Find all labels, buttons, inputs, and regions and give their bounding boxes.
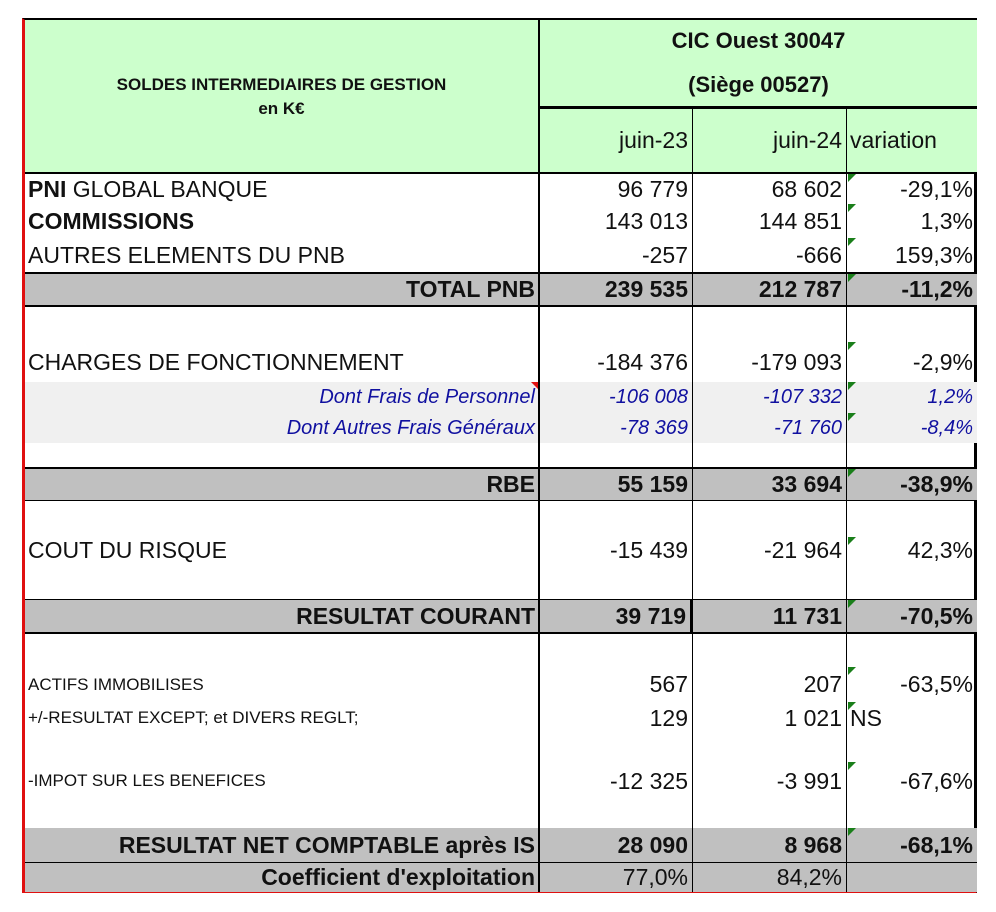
- label-rest: GLOBAL BANQUE: [66, 175, 268, 202]
- cell-jun23[interactable]: 129: [538, 702, 692, 734]
- cell-variation[interactable]: [846, 469, 977, 500]
- table-row-actifs: [25, 667, 977, 702]
- cell-variation[interactable]: [846, 501, 977, 599]
- comment-flag-icon: [848, 828, 856, 836]
- cell-variation[interactable]: [846, 667, 977, 702]
- cell-jun24[interactable]: 68 602: [692, 174, 846, 204]
- sig-table: [22, 18, 977, 893]
- empty-cell: [846, 634, 977, 667]
- variation-value: 1,2%: [927, 386, 973, 408]
- comment-flag-icon: [848, 238, 856, 246]
- comment-flag-icon: [848, 413, 856, 421]
- cell-variation[interactable]: [846, 828, 977, 862]
- empty-cell: [538, 734, 692, 762]
- table-row-frais-generaux: [25, 413, 977, 443]
- row-label[interactable]: RBE: [486, 471, 535, 497]
- table-row-coefficient: [25, 862, 977, 892]
- table-row-resultat-net: [25, 828, 977, 862]
- cell-jun23[interactable]: -106 008: [538, 382, 692, 413]
- empty-cell: [846, 800, 977, 828]
- comment-flag-icon: [848, 702, 856, 710]
- cell-jun24[interactable]: 8 968: [692, 828, 846, 862]
- empty-cell: [846, 443, 977, 467]
- cell-jun24[interactable]: -666: [692, 238, 846, 272]
- row-label[interactable]: COUT DU RISQUE: [28, 536, 227, 563]
- comment-flag-icon: [848, 174, 856, 182]
- empty-cell: [538, 800, 692, 828]
- cell-jun24[interactable]: -3 991: [692, 762, 846, 800]
- cell-jun24[interactable]: 84,2%: [692, 863, 846, 892]
- cell-jun24[interactable]: -107 332: [692, 382, 846, 413]
- comment-flag-icon: [848, 204, 856, 212]
- spacer-row: [25, 305, 977, 342]
- cell-jun23[interactable]: 28 090: [538, 828, 692, 862]
- title-line-1: SOLDES INTERMEDIAIRES DE GESTION: [116, 75, 447, 94]
- table-row-except: [25, 702, 977, 734]
- variation-value: -38,9%: [900, 471, 973, 497]
- table-row-cout-risque: [25, 500, 977, 599]
- table-row-pni: [25, 172, 977, 204]
- cell-jun23[interactable]: -257: [538, 238, 692, 272]
- empty-cell: [692, 634, 846, 667]
- cell-variation[interactable]: [846, 238, 977, 272]
- variation-value: -63,5%: [900, 671, 973, 697]
- variation-value: -8,4%: [920, 416, 973, 439]
- cell-jun23[interactable]: 143 013: [538, 204, 692, 238]
- comment-flag-icon: [848, 342, 856, 350]
- empty-cell: [692, 307, 846, 342]
- spacer-row: [25, 443, 977, 467]
- comment-flag-icon: [531, 382, 538, 389]
- table-row-commissions: [25, 204, 977, 238]
- col-header-jun23[interactable]: juin-23: [538, 109, 692, 172]
- cell-jun24[interactable]: -71 760: [692, 413, 846, 443]
- row-label[interactable]: CHARGES DE FONCTIONNEMENT: [28, 348, 404, 375]
- row-label[interactable]: -IMPOT SUR LES BENEFICES: [28, 771, 266, 790]
- variation-value: 1,3%: [920, 207, 973, 234]
- empty-cell: [538, 634, 692, 667]
- variation-value: 159,3%: [894, 241, 973, 268]
- row-label[interactable]: RESULTAT COURANT: [296, 602, 535, 629]
- title-unit: en K€: [258, 99, 305, 118]
- row-label[interactable]: [25, 382, 538, 413]
- cell-variation[interactable]: [846, 863, 977, 892]
- row-label[interactable]: [25, 174, 538, 204]
- label-bold-part: PNI: [28, 175, 67, 202]
- empty-cell: [692, 800, 846, 828]
- bank-name: CIC Ouest 30047: [671, 28, 846, 53]
- cell-variation[interactable]: [846, 174, 977, 204]
- table-row-rbe: [25, 467, 977, 500]
- row-label[interactable]: RESULTAT NET COMPTABLE après IS: [118, 831, 535, 858]
- cell-variation[interactable]: [846, 382, 977, 413]
- row-label[interactable]: AUTRES ELEMENTS DU PNB: [28, 241, 345, 268]
- table-row-autres-pnb: [25, 238, 977, 272]
- label-text: Dont Frais de Personnel: [319, 386, 535, 408]
- comment-flag-icon: [848, 274, 856, 282]
- cell-jun24[interactable]: 212 787: [692, 274, 846, 305]
- cell-jun24[interactable]: 33 694: [692, 469, 846, 500]
- cell-variation[interactable]: [846, 762, 977, 800]
- row-label[interactable]: COMMISSIONS: [28, 207, 195, 234]
- row-label[interactable]: Dont Autres Frais Généraux: [286, 416, 535, 439]
- cell-jun24[interactable]: 1 021: [692, 702, 846, 734]
- spacer-row: [25, 734, 977, 762]
- row-label[interactable]: +/-RESULTAT EXCEPT; et DIVERS REGLT;: [28, 708, 359, 727]
- variation-value: -11,2%: [901, 276, 973, 302]
- comment-flag-icon: [848, 762, 856, 770]
- variation-value: -29,1%: [900, 175, 973, 202]
- cell-variation[interactable]: [846, 702, 977, 734]
- comment-flag-icon: [848, 382, 856, 390]
- empty-cell: [846, 307, 977, 342]
- cell-jun24[interactable]: -179 093: [692, 342, 846, 382]
- row-label[interactable]: ACTIFS IMMOBILISES: [28, 674, 204, 694]
- cell-variation[interactable]: [846, 413, 977, 443]
- comment-flag-icon: [848, 600, 856, 608]
- cell-variation[interactable]: [846, 342, 977, 382]
- column-headers: [25, 109, 977, 172]
- bank-header: [538, 20, 977, 109]
- table-row-impot: [25, 762, 977, 800]
- empty-cell: [692, 443, 846, 467]
- table-row-frais-personnel: [25, 382, 977, 413]
- cell-jun23[interactable]: 39 719: [538, 600, 692, 632]
- table-row-resultat-courant: [25, 599, 977, 634]
- empty-cell: [692, 734, 846, 762]
- comment-flag-icon: [848, 667, 856, 675]
- cell-jun24[interactable]: -21 964: [692, 501, 846, 599]
- comment-flag-icon: [848, 469, 856, 477]
- cell-variation[interactable]: [846, 274, 977, 305]
- cell-jun23[interactable]: 239 535: [538, 274, 692, 305]
- cell-jun23[interactable]: 77,0%: [538, 863, 692, 892]
- col-header-jun24[interactable]: juin-24: [692, 109, 846, 172]
- empty-cell: [538, 307, 692, 342]
- variation-value: -70,5%: [900, 602, 973, 629]
- cell-jun23[interactable]: -15 439: [538, 501, 692, 599]
- cell-jun24[interactable]: 207: [692, 667, 846, 702]
- variation-value: -67,6%: [900, 767, 973, 794]
- cell-jun24[interactable]: 144 851: [692, 204, 846, 238]
- cell-jun23[interactable]: -184 376: [538, 342, 692, 382]
- row-label[interactable]: Coefficient d'exploitation: [261, 864, 535, 890]
- cell-jun23[interactable]: 567: [538, 667, 692, 702]
- cell-jun23[interactable]: -12 325: [538, 762, 692, 800]
- cell-variation[interactable]: [846, 600, 977, 632]
- empty-cell: [538, 443, 692, 467]
- comment-flag-icon: [848, 537, 856, 545]
- variation-value: 42,3%: [907, 536, 973, 563]
- col-header-variation[interactable]: variation: [846, 109, 977, 172]
- variation-value: -2,9%: [912, 348, 973, 375]
- variation-value: NS: [850, 704, 882, 731]
- cell-jun23[interactable]: 96 779: [538, 174, 692, 204]
- table-row-charges: [25, 342, 977, 382]
- cell-jun23[interactable]: 55 159: [538, 469, 692, 500]
- spacer-row: [25, 800, 977, 828]
- row-label[interactable]: TOTAL PNB: [405, 276, 535, 302]
- cell-jun23[interactable]: -78 369: [538, 413, 692, 443]
- bank-site: (Siège 00527): [688, 72, 829, 97]
- variation-value: -68,1%: [900, 831, 973, 858]
- table-row-total-pnb: [25, 272, 977, 305]
- cell-variation[interactable]: [846, 204, 977, 238]
- cell-jun24[interactable]: 11 731: [692, 600, 846, 632]
- spacer-row: [25, 634, 977, 667]
- empty-cell: [846, 734, 977, 762]
